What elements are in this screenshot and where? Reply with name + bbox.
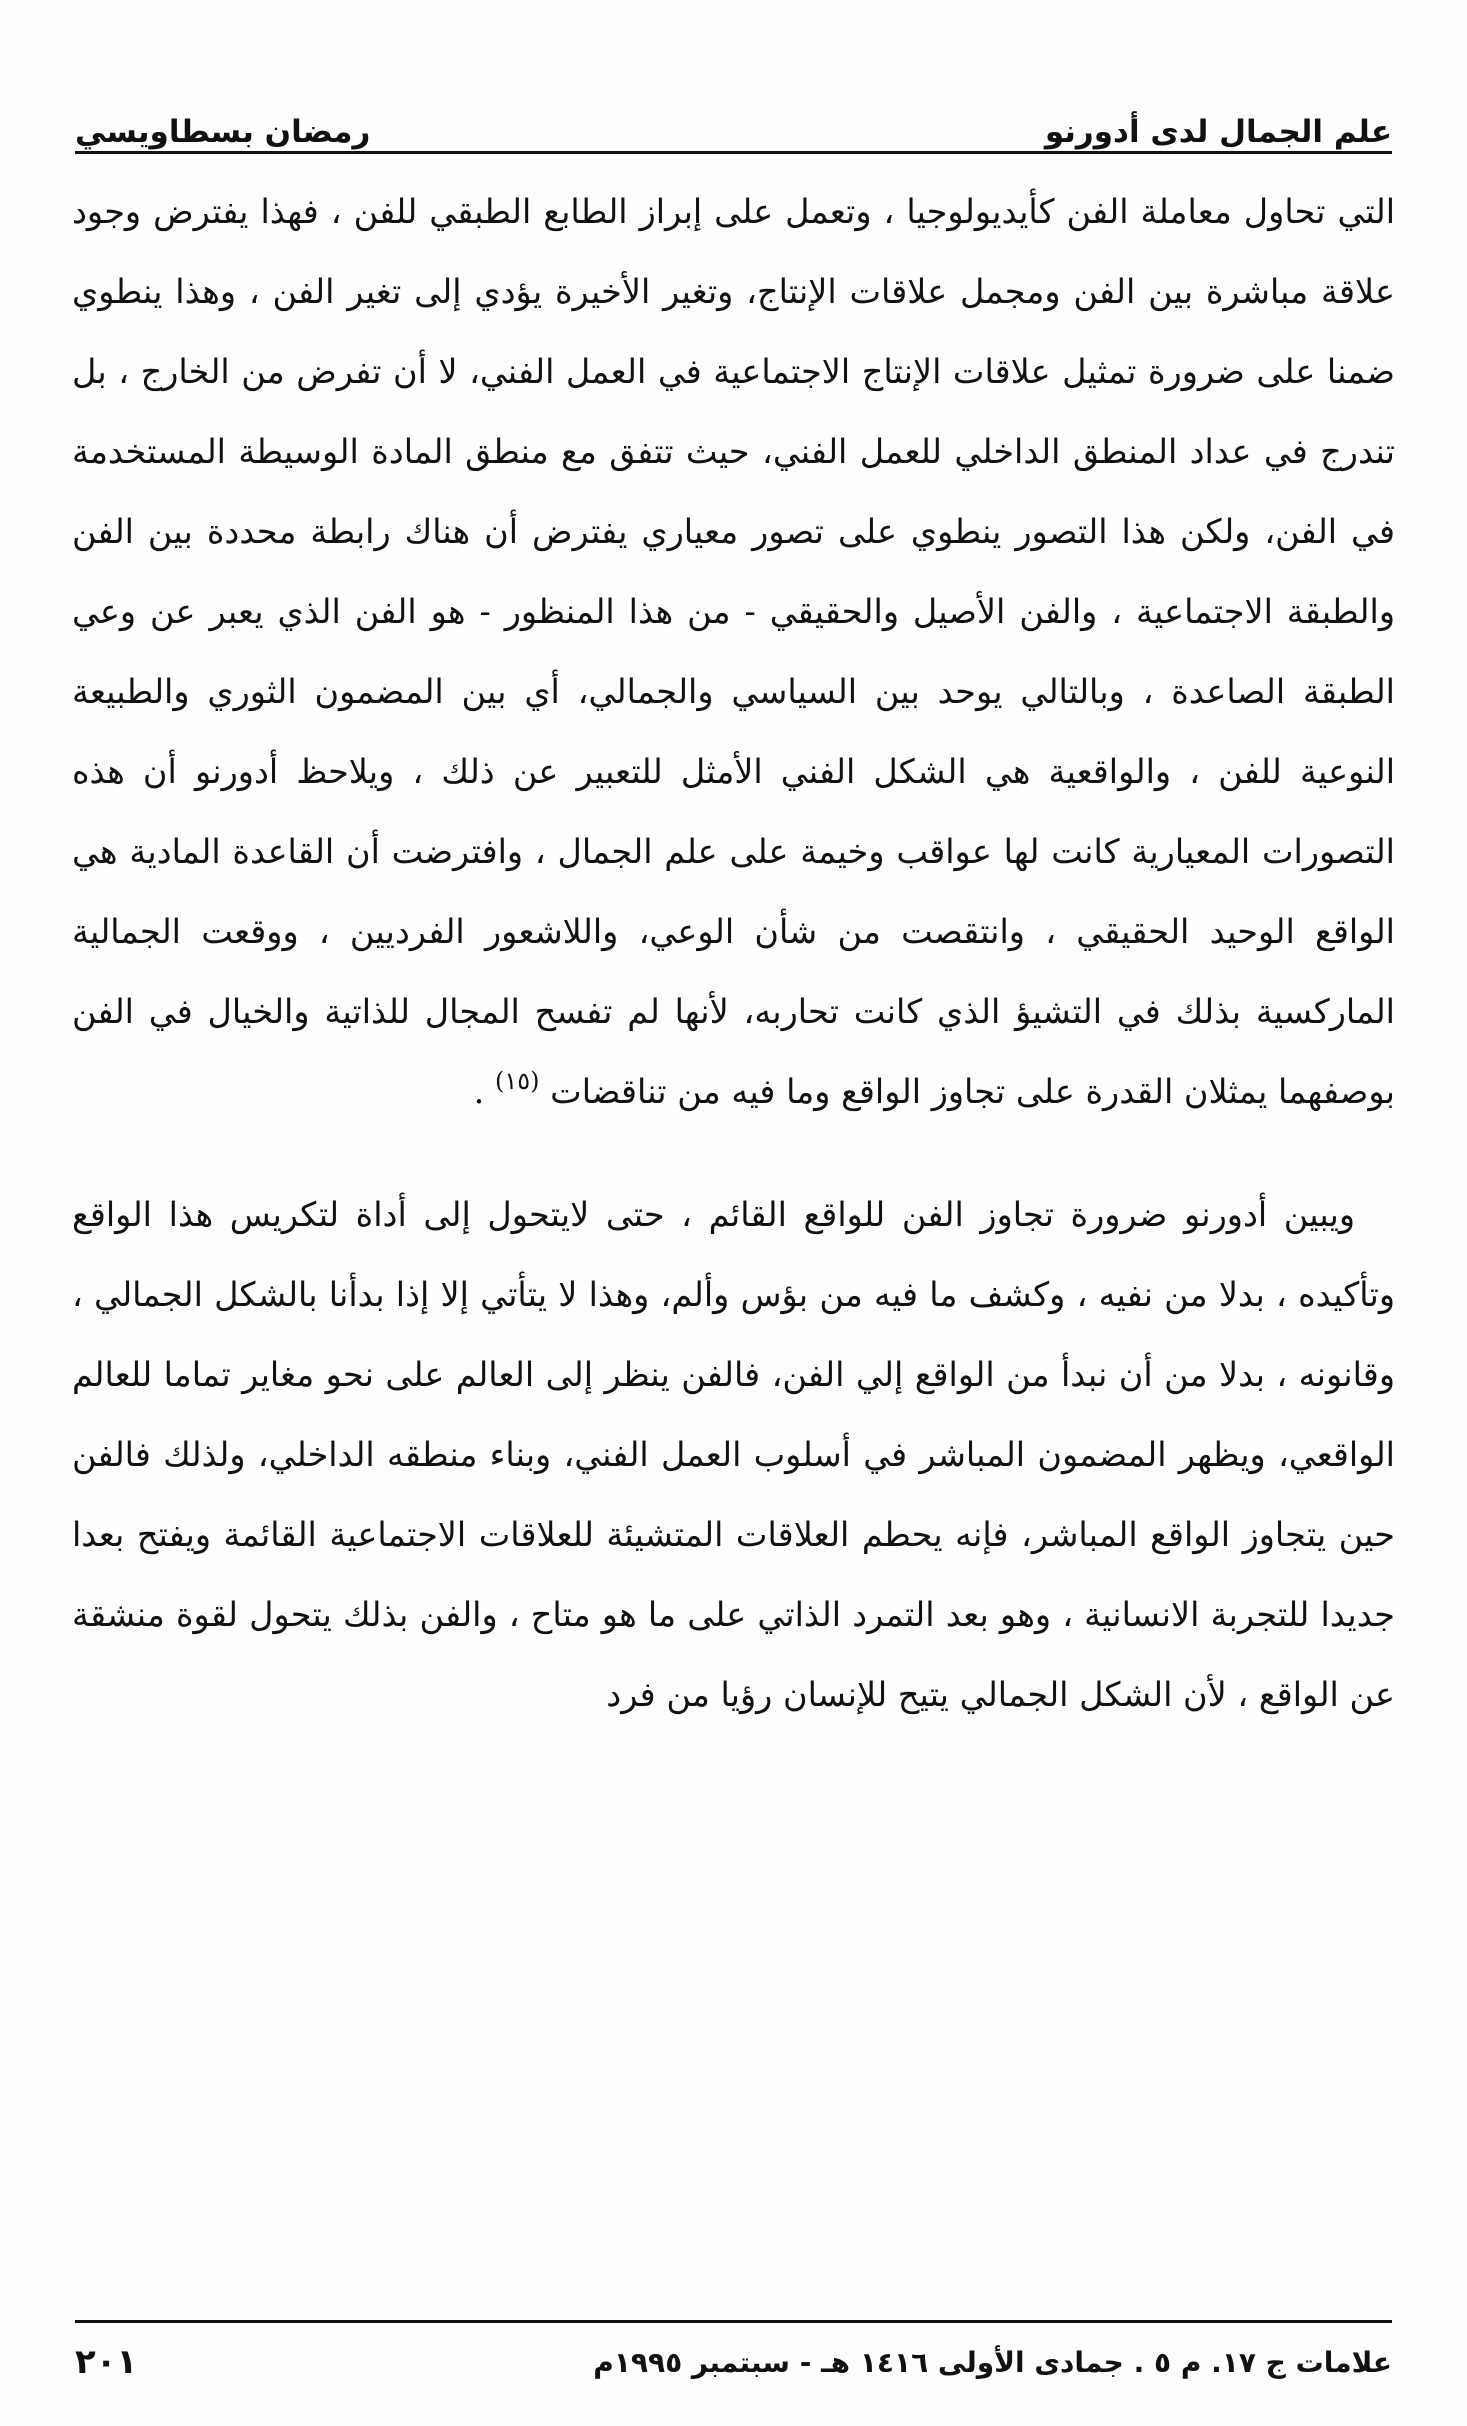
paragraph-2 <box>72 1175 1395 1735</box>
header-author: رمضان بسطاويسي <box>75 114 371 150</box>
paragraph-1-ending: . <box>473 1072 485 1111</box>
header-title: علم الجمال لدى أدورنو <box>1044 114 1392 150</box>
footnote-reference: (١٥) <box>494 1067 540 1095</box>
page-footer <box>75 2340 1392 2384</box>
paragraph-2-text: ويبين أدورنو ضرورة تجاوز الفن للواقع القائم ، حتى لايتحول إلى أداة لتكريس هذا الواقع وتأكيده ، بدلا من نفيه ، وكشف ما فيه من بؤس وألم، وهذا لا يتأتي إلا إذا بدأنا بالشكل الجمالي ، وقانونه ، بدلا من أن نبدأ من الواقع إلي الفن، فالفن ينظر إلى العالم على نحو مغاير تماما للعالم الواقعي، ويظهر المضمون المباشر في أسلوب العمل الفني، وبناء منطقه الداخلي، ولذلك فالفن حين يتجاوز الواقع المباشر، فإنه يحطم العلاقات المتشيئة للعلاقات الاجتماعية القائمة ويفتح بعدا جديدا للتجربة الانسانية ، وهو بعد التمرد الذاتي على ما هو متاح ، والفن بذلك يتحول لقوة منشقة عن الواقع ، لأن الشكل الجمالي يتيح للإنسان رؤيا من فرد <box>72 1195 1395 1714</box>
footer-rule <box>75 2320 1392 2323</box>
page-number: ٢٠١ <box>75 2342 138 2382</box>
paragraph-1 <box>72 172 1395 1135</box>
running-header <box>75 88 1392 148</box>
paragraph-1-text: التي تحاول معاملة الفن كأيديولوجيا ، وتعمل على إبراز الطابع الطبقي للفن ، فهذا يفترض وجود علاقة مباشرة بين الفن ومجمل علاقات الإنتاج، وتغير الأخيرة يؤدي إلى تغير الفن ، وهذا ينطوي ضمنا على ضرورة تمثيل علاقات الإنتاج الاجتماعية في العمل الفني، لا أن تفرض من الخارج ، بل تندرج في عداد المنطق الداخلي للعمل الفني، حيث تتفق مع منطق المادة الوسيطة المستخدمة في الفن، ولكن هذا التصور ينطوي على تصور معياري يفترض أن هناك رابطة محددة بين الفن والطبقة الاجتماعية ، والفن الأصيل والحقيقي - من هذا المنظور - هو الفن الذي يعبر عن وعي الطبقة الصاعدة ، وبالتالي يوحد بين السياسي والجمالي، أي بين المضمون الثوري والطبيعة النوعية للفن ، والواقعية هي الشكل الفني الأمثل للتعبير عن ذلك ، ويلاحظ أدورنو أن هذه التصورات المعيارية كانت لها عواقب وخيمة على علم الجمال ، وافترضت أن القاعدة المادية هي الواقع الوحيد الحقيقي ، وانتقصت من شأن الوعي، واللاشعور الفرديين ، ووقعت الجمالية الماركسية بذلك في التشيؤ الذي كانت تحاربه، لأنها لم تفسح المجال للذاتية والخيال في الفن بوصفهما يمثلان القدرة على تجاوز الواقع وما فيه من تناقضات <box>72 192 1395 1111</box>
header-rule <box>75 151 1392 154</box>
journal-info: علامات ج ١٧. م ٥ . جمادى الأولى ١٤١٦ هـ - سبتمبر ١٩٩٥م <box>593 2345 1392 2379</box>
body-text <box>72 172 1395 1735</box>
